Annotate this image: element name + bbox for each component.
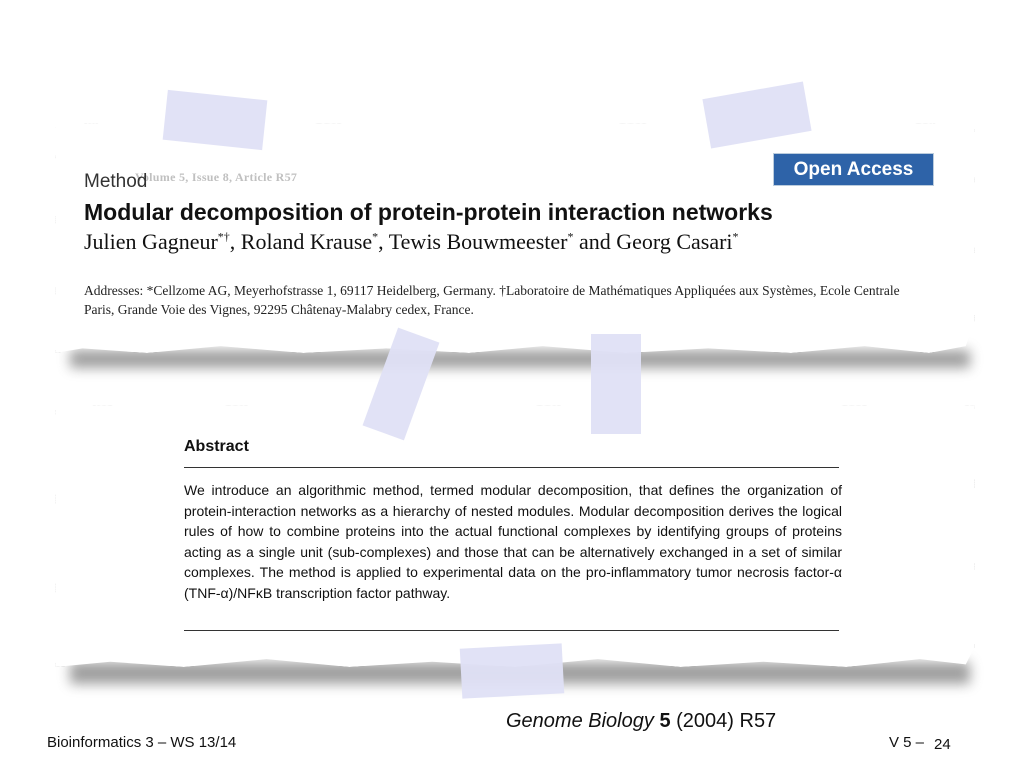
author-name: Tewis Bouwmeester: [388, 229, 568, 254]
tape-strip: [460, 643, 564, 698]
author-separator: ,: [229, 229, 241, 254]
journal-citation: [506, 710, 776, 733]
journal-volume-ghost: Volume 5, Issue 8, Article R57: [135, 170, 298, 184]
abstract-bottom-rule: [184, 630, 839, 631]
author-marks: *: [567, 229, 574, 244]
author-name: Georg Casari: [616, 229, 733, 254]
paper-title: Modular decomposition of protein-protein interaction networks: [84, 199, 773, 225]
paper-authors: [84, 229, 739, 255]
course-label: Bioinformatics 3 – WS 13/14: [47, 734, 237, 751]
clipping-shadow-top: [70, 350, 970, 368]
abstract-top-rule: [184, 467, 839, 468]
abstract-heading: Abstract: [184, 438, 249, 455]
author-separator: ,: [378, 229, 389, 254]
open-access-badge: Open Access: [773, 153, 934, 186]
slide-label: V 5 –: [889, 734, 925, 751]
author-name: Julien Gagneur: [84, 229, 218, 254]
section-label: Method: [84, 171, 148, 192]
citation-year-page: (2004) R57: [676, 710, 777, 732]
tape-strip: [591, 334, 641, 434]
abstract-body: We introduce an algorithmic method, termed modular decomposition, that defines the organization of protein-interaction networks as a hierarchy of nested modules. Modular decomposition derives the logical rules of how to combine proteins into the actual functional complexes by identifying groups of proteins acting as a single unit (sub-complexes) and those that can be alternatively exchanged in a set of similar complexes. The method is applied to experimental data on the pro-inflammatory tumor necrosis factor-α (TNF-α)/NFκB transcription factor pathway.: [184, 482, 842, 601]
journal-volume: 5: [659, 710, 671, 732]
author-name: Roland Krause: [240, 229, 373, 254]
slide-footer: [889, 734, 951, 751]
author-marks: *: [372, 229, 379, 244]
page-number: 24: [934, 736, 951, 753]
journal-name: Genome Biology: [506, 710, 654, 732]
author-marks: *†: [217, 229, 230, 244]
author-addresses: Addresses: *Cellzome AG, Meyerhofstrasse 1, 69117 Heidelberg, Germany. †Laboratoire de Mathématiques Appliquées aux Systèmes, Ecole Centrale Paris, Grande Voie des Vignes, 92295 Châtenay-Malabry cedex, France.: [84, 283, 900, 317]
tape-strip: [163, 90, 268, 150]
author-last-separator: and: [573, 229, 617, 254]
author-marks: *: [732, 229, 739, 244]
